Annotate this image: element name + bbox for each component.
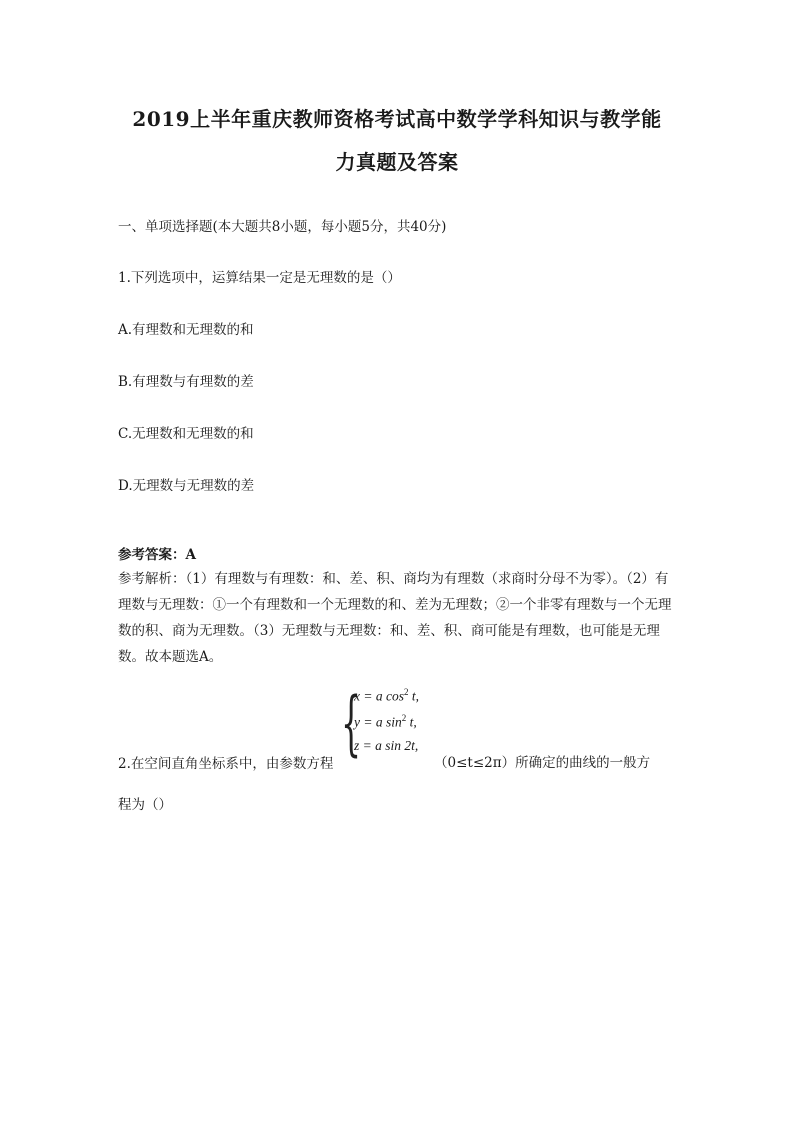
question-1-stem: 1.下列选项中，运算结果一定是无理数的是（） (118, 270, 401, 286)
question-1-option-a: A.有理数和无理数的和 (118, 322, 254, 338)
equation-x: x = a $\cos^2 t$, (354, 687, 419, 704)
parametric-equation-system (341, 684, 441, 762)
question-1-analysis: 参考解析：（1）有理数与有理数：和、差、积、商均为有理数（求商时分母不为零）。（2）有理数与无理数：①一个有理数和一个无理数的和、差为无理数；②一个非零有理数与一个无理数的积、商为无理数。（3）无理数与无理数：和、差、积、商可能是有理数，也可能是无理数。故本题选A。 (118, 571, 672, 665)
equation-y: y = a $\sin^2 t$, (354, 713, 417, 730)
section-heading: 一、单项选择题(本大题共8小题，每小题5分，共40分) (118, 219, 447, 235)
document-title-line-1: 2019上半年重庆教师资格考试高中数学学科知识与教学能 (132, 107, 662, 131)
question-2-stem-prefix: 2.在空间直角坐标系中，由参数方程 (118, 756, 334, 772)
question-1-option-d: D.无理数与无理数的差 (118, 478, 255, 494)
question-1-option-b: B.有理数与有理数的差 (118, 374, 254, 390)
document-title-line-2: 力真题及答案 (335, 150, 459, 174)
question-2-range: （0≤t≤2π）所确定的曲线的一般方 (434, 755, 651, 771)
question-2-stem-end: 程为（） (118, 797, 172, 813)
question-1-option-c: C.无理数和无理数的和 (118, 426, 254, 442)
question-1-answer: 参考答案：A (118, 547, 196, 563)
equation-brace: { (341, 682, 362, 764)
equation-z: z = a sin 2t, (354, 738, 419, 753)
